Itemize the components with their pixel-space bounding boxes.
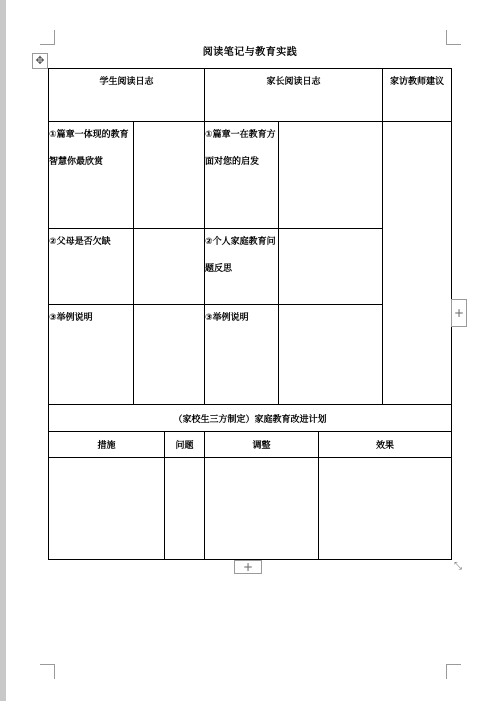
student-prompt-1: ①篇章一体现的教育智慧你最欣赏	[49, 122, 134, 229]
reading-log-table	[48, 68, 452, 560]
add-row-plus-icon[interactable]: +	[234, 560, 262, 574]
improvement-plan-title: （家校生三方制定）家庭教育改进计划	[49, 405, 452, 432]
document-title: 阅读笔记与教育实践	[202, 47, 298, 58]
parent-answer-2[interactable]	[279, 229, 383, 305]
parent-prompt-2: ②个人家庭教育问题反思	[205, 229, 279, 305]
plan-effect-cell[interactable]	[319, 458, 452, 560]
student-log-header: 学生阅读日志	[49, 69, 205, 122]
visit-advice-header: 家访教师建议	[383, 69, 452, 122]
visit-advice-cell[interactable]	[383, 122, 452, 405]
page-edge	[0, 0, 6, 701]
crop-mark-bottom-right	[446, 664, 461, 679]
plan-header-effect: 效果	[319, 432, 452, 458]
table-move-handle-icon[interactable]: ✥	[32, 53, 48, 69]
plan-header-adjustment: 调整	[205, 432, 319, 458]
student-answer-2[interactable]	[134, 229, 205, 305]
parent-answer-3[interactable]	[279, 305, 383, 405]
student-answer-3[interactable]	[134, 305, 205, 405]
parent-prompt-1: ①篇章一在教育方面对您的启发	[205, 122, 279, 229]
crop-mark-bottom-left	[40, 664, 55, 679]
add-column-plus-icon[interactable]: +	[451, 299, 467, 327]
parent-prompt-3: ③举例说明	[205, 305, 279, 405]
student-answer-1[interactable]	[134, 122, 205, 229]
parent-answer-1[interactable]	[279, 122, 383, 229]
student-prompt-2: ②父母是否欠缺	[49, 229, 134, 305]
table-resize-icon[interactable]: ⤡	[454, 561, 462, 572]
plan-measures-cell[interactable]	[49, 458, 165, 560]
plan-problems-cell[interactable]	[165, 458, 205, 560]
plan-header-measures: 措施	[49, 432, 165, 458]
plan-adjustment-cell[interactable]	[205, 458, 319, 560]
student-prompt-3: ③举例说明	[49, 305, 134, 405]
plan-header-problems: 问题	[165, 432, 205, 458]
parent-log-header: 家长阅读日志	[205, 69, 383, 122]
